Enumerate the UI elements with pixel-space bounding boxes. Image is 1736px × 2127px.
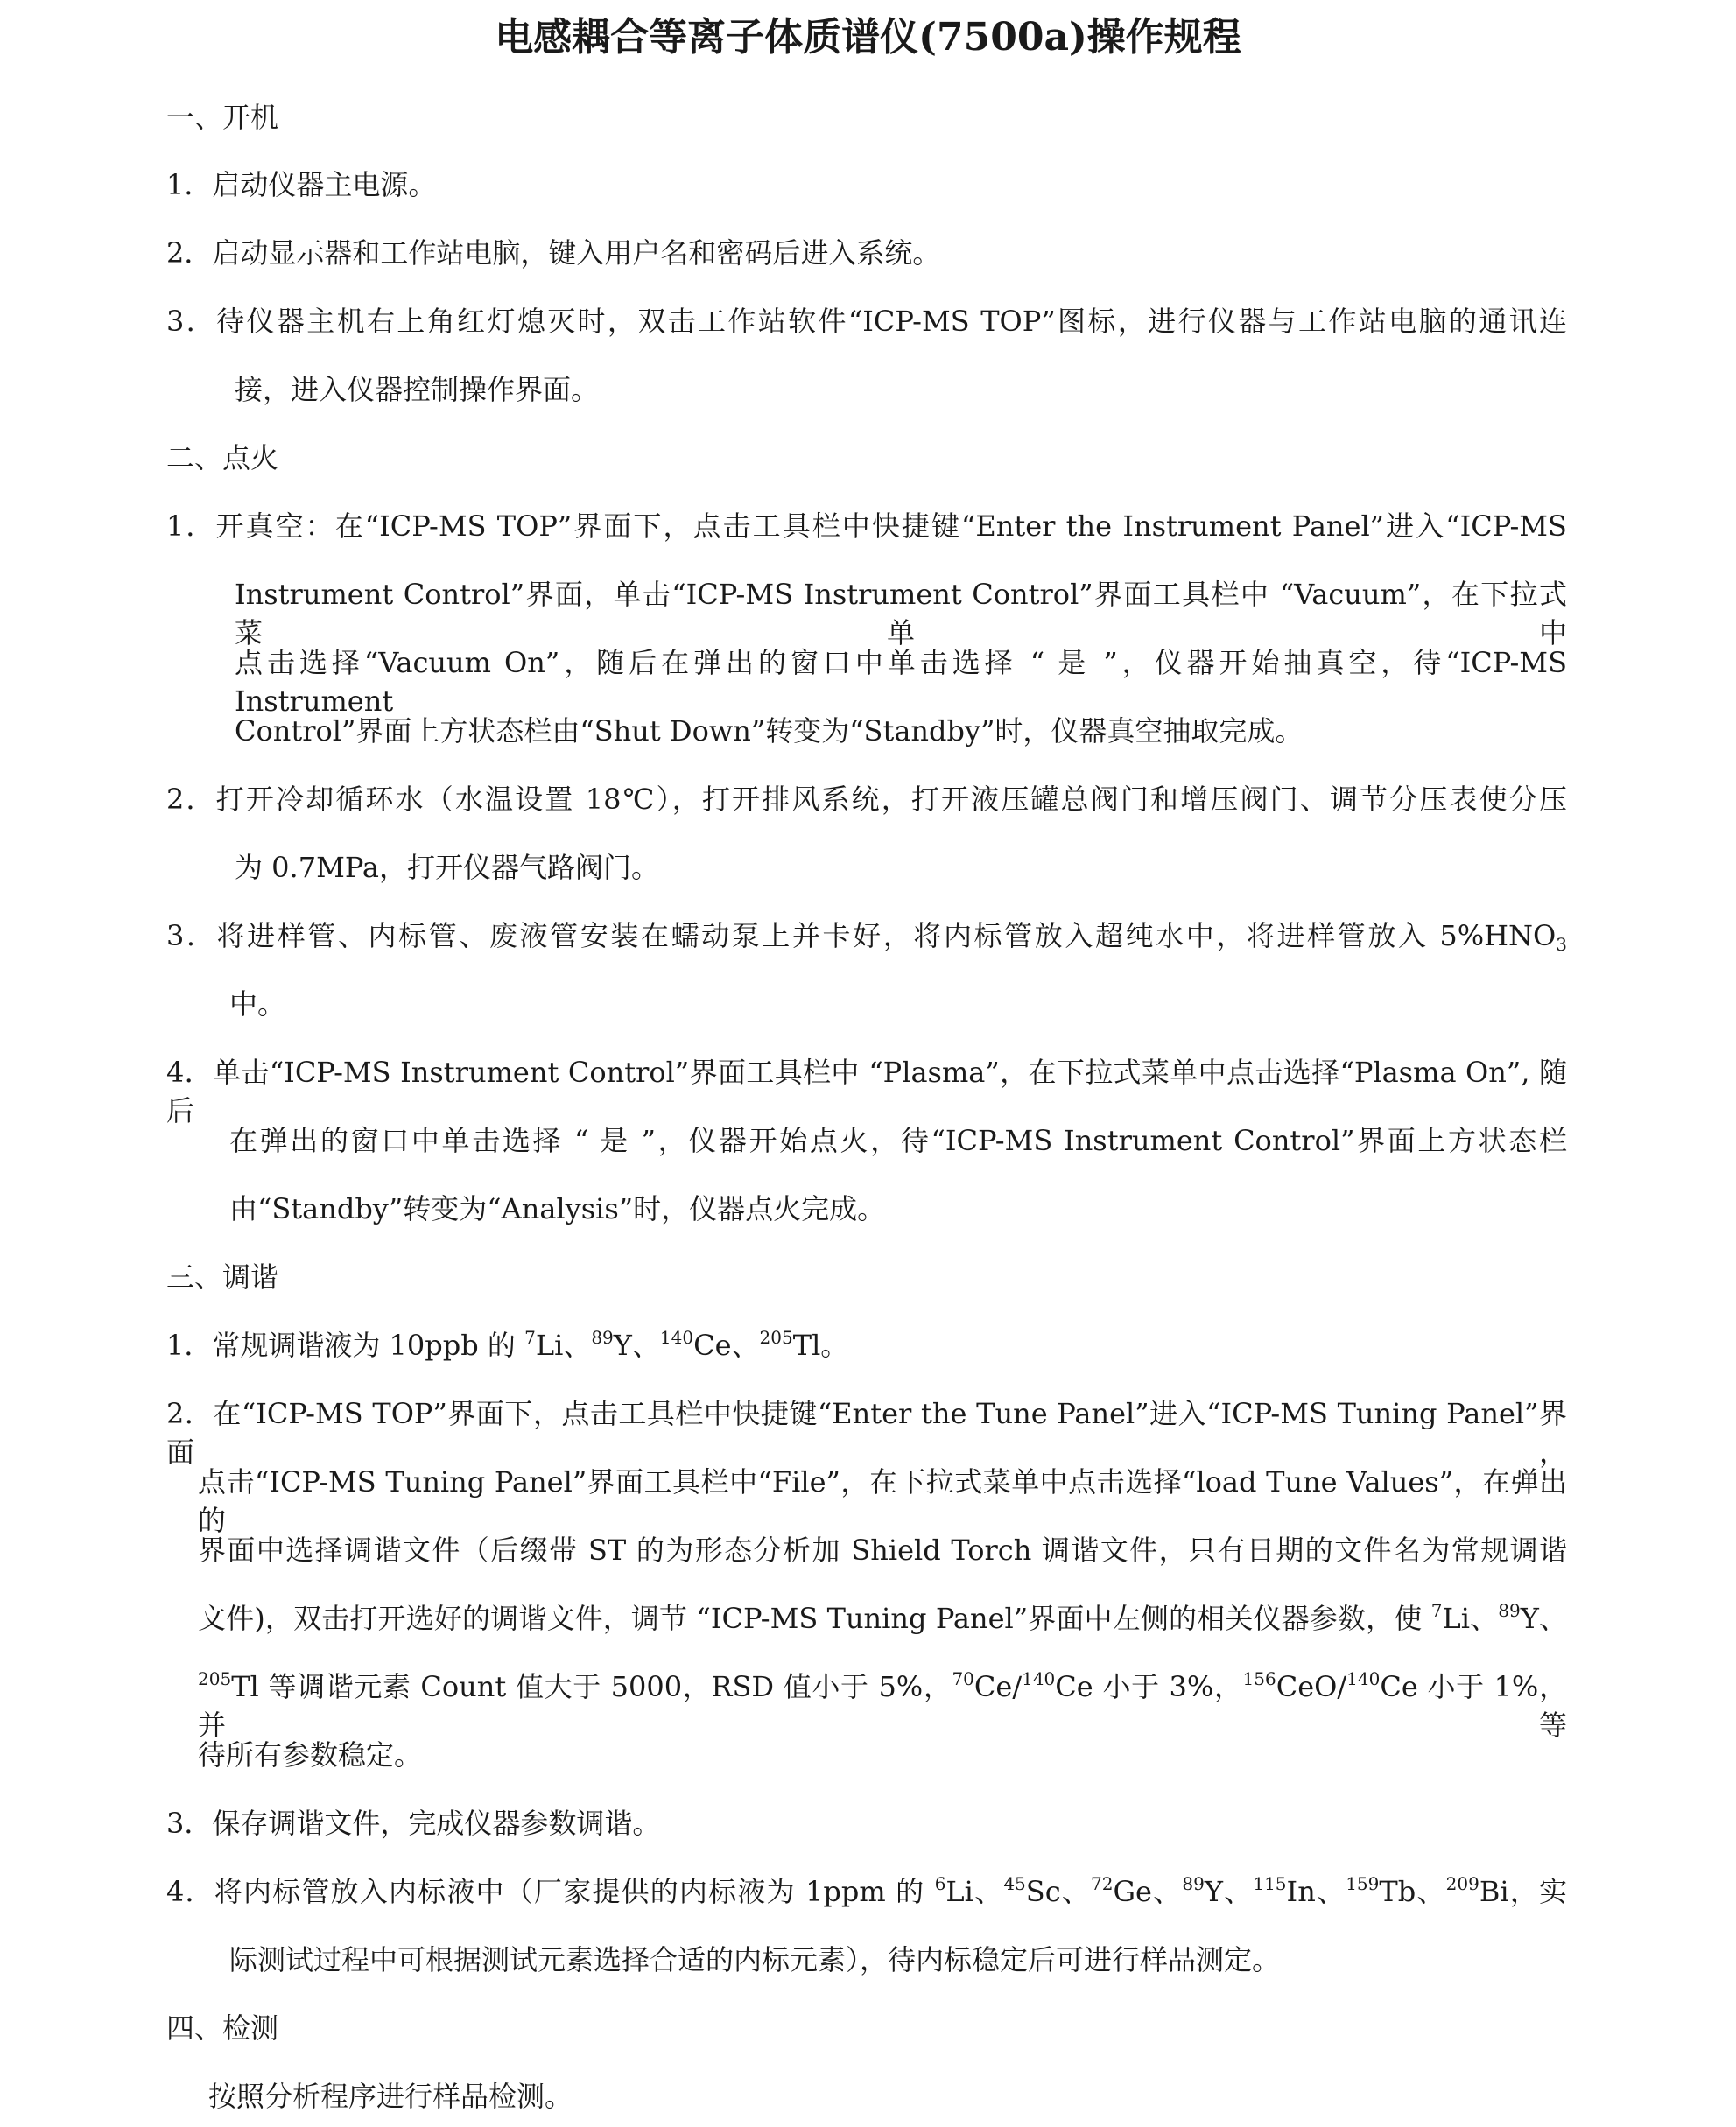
item-continuation: 界面中选择调谐文件（后缀带 ST 的为形态分析加 Shield Torch 调谐文件，只有日期的文件名为常规调谐 (198, 1534, 1567, 1567)
item-text: Y、 (1520, 1602, 1567, 1635)
superscript: 89 (1498, 1600, 1521, 1621)
list-item (166, 1326, 848, 1365)
list-item (166, 234, 940, 272)
list-item (166, 302, 1567, 340)
item-continuation: 待所有参数稳定。 (198, 1738, 423, 1772)
item-text: 启动显示器和工作站电脑，键入用户名和密码后进入系统。 (212, 236, 941, 270)
item-continuation: 点击“ICP-MS Tuning Panel”界面工具栏中“File”，在下拉式菜单中点击选择“load Tune Values”，在弹出的 (198, 1465, 1567, 1537)
superscript: 72 (1091, 1873, 1114, 1894)
item-continuation: 际测试过程中可根据测试元素选择合适的内标元素），待内标稳定后可进行样品测定。 (229, 1943, 1281, 1976)
superscript: 156 (1242, 1668, 1276, 1689)
item-text: Sc、 (1025, 1875, 1092, 1908)
page-title: 电感耦合等离子体质谱仪(7500a)操作规程 (495, 15, 1241, 60)
subscript: 3 (1556, 934, 1567, 955)
list-item (166, 1053, 1567, 1130)
item-text: 在“ICP-MS TOP”界面下，点击工具栏中快捷键“Enter the Tune Panel”进入“ICP-MS Tuning Panel”界面， (166, 1397, 1567, 1469)
item-continuation (198, 1599, 1567, 1638)
item-text: 待仪器主机右上角红灯熄灭时，双击工作站软件“ICP-MS TOP”图标，进行仪器与工作站电脑的通讯连 (216, 305, 1567, 338)
item-continuation: Instrument Control”界面，单击“ICP-MS Instrument Control”界面工具栏中 “Vacuum”，在下拉式菜单中 (235, 578, 1567, 649)
superscript: 89 (591, 1327, 614, 1348)
superscript: 205 (198, 1668, 232, 1689)
item-text: Ge、 (1113, 1875, 1183, 1908)
superscript: 205 (759, 1327, 793, 1348)
list-item (166, 1872, 1567, 1911)
superscript: 140 (1346, 1668, 1381, 1689)
item-number: 1． (166, 168, 213, 201)
list-item (166, 1804, 660, 1843)
list-item (166, 916, 1567, 955)
item-continuation: 在弹出的窗口中单击选择 “ 是 ”，仪器开始点火，待“ICP-MS Instrument Control”界面上方状态栏 (229, 1124, 1567, 1157)
list-item (166, 780, 1567, 818)
item-continuation: 接，进入仪器控制操作界面。 (235, 373, 600, 406)
item-text: 将内标管放入内标液中（厂家提供的内标液为 1ppm 的 (214, 1875, 935, 1908)
superscript: 140 (659, 1327, 694, 1348)
item-continuation: 为 0.7MPa，打开仪器气路阀门。 (235, 851, 660, 884)
superscript: 89 (1182, 1873, 1205, 1894)
superscript: 115 (1253, 1873, 1287, 1894)
superscript: 6 (934, 1873, 946, 1894)
item-text: 将进样管、内标管、废液管安装在蠕动泵上并卡好，将内标管放入超纯水中，将进样管放入 5%HNO (216, 919, 1557, 952)
item-text: 文件)，双击打开选好的调谐文件，调节 “ICP-MS Tuning Panel”界面中左侧的相关仪器参数，使 (198, 1602, 1431, 1635)
item-number: 3． (166, 1807, 213, 1840)
section-heading: 四、检测 (166, 2011, 279, 2045)
item-text: 开真空：在“ICP-MS TOP”界面下，点击工具栏中快捷键“Enter the Instrument Panel”进入“ICP-MS (215, 509, 1567, 543)
item-text: Ce/ (973, 1670, 1023, 1703)
item-number: 3． (166, 919, 217, 952)
item-text: Y、 (613, 1329, 660, 1362)
list-item (208, 2077, 573, 2116)
item-continuation: 点击选择“Vacuum On”，随后在弹出的窗口中单击选择 “ 是 ”，仪器开始抽真空，待“ICP-MS Instrument (235, 646, 1567, 718)
item-text: 常规调谐液为 10ppb 的 (212, 1329, 525, 1362)
list-item (166, 165, 436, 204)
superscript: 45 (1003, 1873, 1026, 1894)
item-continuation: 中。 (229, 987, 286, 1021)
item-text: CeO/ (1276, 1670, 1347, 1703)
item-number: 2． (166, 236, 213, 270)
item-text: Tl 等调谐元素 Count 值大于 5000，RSD 值小于 5%， (231, 1670, 952, 1703)
section-heading: 一、开机 (166, 101, 279, 134)
item-number: 1． (166, 509, 216, 543)
item-text: 单击“ICP-MS Instrument Control”界面工具栏中 “Plasma”，在下拉式菜单中点击选择“Plasma On”, 随后 (166, 1056, 1567, 1127)
item-text: Li、 (1442, 1602, 1499, 1635)
item-text: Li、 (535, 1329, 592, 1362)
item-text: Ce、 (693, 1329, 760, 1362)
item-text: Ce 小于 1%，并等 (198, 1670, 1567, 1742)
superscript: 7 (524, 1327, 536, 1348)
item-number: 4． (166, 1056, 214, 1089)
item-text: 启动仪器主电源。 (212, 168, 437, 201)
superscript: 159 (1346, 1873, 1380, 1894)
section-heading: 三、调谐 (166, 1260, 279, 1294)
item-number: 2． (166, 783, 216, 816)
item-text: 按照分析程序进行样品检测。 (208, 2080, 573, 2113)
item-continuation (198, 1667, 1567, 1744)
item-continuation: 由“Standby”转变为“Analysis”时，仪器点火完成。 (229, 1192, 886, 1225)
item-text: Ce 小于 3%， (1055, 1670, 1243, 1703)
section-heading: 二、点火 (166, 441, 279, 474)
item-text: Tb、 (1379, 1875, 1446, 1908)
superscript: 7 (1430, 1600, 1443, 1621)
item-text: Bi，实 (1479, 1875, 1567, 1908)
superscript: 140 (1022, 1668, 1056, 1689)
item-text: Tl。 (792, 1329, 849, 1362)
item-text: 打开冷却循环水（水温设置 18℃），打开排风系统，打开液压罐总阀门和增压阀门、调节分压表使分压 (215, 783, 1567, 816)
item-number: 1． (166, 1329, 213, 1362)
item-number: 2． (166, 1397, 214, 1430)
item-text: In、 (1286, 1875, 1346, 1908)
list-item (166, 1394, 1567, 1471)
item-text: 保存调谐文件，完成仪器参数调谐。 (212, 1807, 661, 1840)
superscript: 70 (952, 1668, 974, 1689)
item-number: 4． (166, 1875, 214, 1908)
superscript: 209 (1445, 1873, 1479, 1894)
list-item (166, 507, 1567, 545)
item-continuation: Control”界面上方状态栏由“Shut Down”转变为“Standby”时，仪器真空抽取完成。 (235, 714, 1304, 748)
item-number: 3． (166, 305, 217, 338)
item-text: Li、 (945, 1875, 1004, 1908)
item-text: Y、 (1204, 1875, 1254, 1908)
